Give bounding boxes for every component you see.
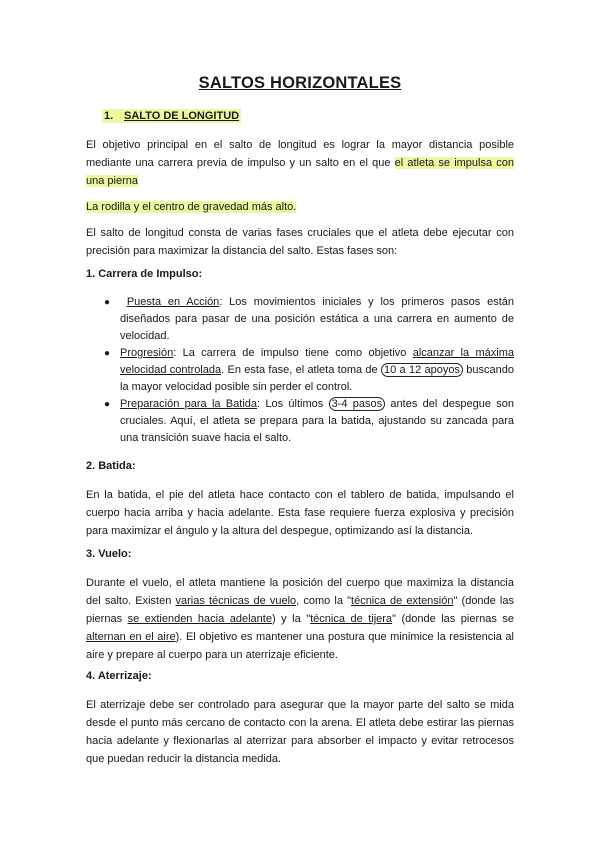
list-item-text: : Los movimientos iniciales y los primeros pasos están diseñados para pasar de una posición estática a una carrera en aumento de velocidad. [120, 296, 514, 342]
section-label: SALTO DE LONGITUD [124, 110, 240, 122]
term-puesta-en-accion: Puesta en Acción [126, 296, 220, 308]
phase4-heading: 4. Aterrizaje: [86, 670, 152, 682]
term-progresion: Progresión [120, 347, 174, 359]
circled-phrase: 3-4 pasos [329, 397, 386, 411]
page-title: SALTOS HORIZONTALES [198, 74, 402, 92]
list-item-text: antes del despegue son cruciales. Aquí, el atleta se prepara para la batida, ajustando su zancada para una transición suave hacia el salto. [120, 398, 514, 444]
intro-paragraph [86, 136, 514, 190]
phase1-heading: 1. Carrera de Impulso: [86, 268, 203, 280]
highlight-note-text: La rodilla y el centro de gravedad más alto. [86, 201, 297, 213]
underlined-phrase: alternan en el aire [86, 631, 176, 643]
list-item: ● Progresión: La carrera de impulso tiene como objetivo alcanzar la máxima velocidad controlada. En esta fase, el atleta toma de 10 a 12 apoyos buscando la mayor velocidad posible sin perder el control. [104, 347, 515, 393]
intro-highlight: el atleta se impulsa con una pierna [86, 157, 515, 187]
section-number: 1. [104, 110, 114, 122]
phases-intro-paragraph: El salto de longitud consta de varias fases cruciales que el atleta debe ejecutar con precisión para maximizar la distancia del salto. Estas fases son: [86, 227, 514, 257]
phase4-paragraph: El aterrizaje debe ser controlado para asegurar que la mayor parte del salto se mida desde el punto más cercano de contacto con la arena. El atleta debe estirar las piernas hacia adelante y flexionarlas al aterrizar para absorber el impacto y evitar retrocesos que puedan reducir la distancia medida. [86, 699, 514, 765]
list-item: ● Preparación para la Batida: Los últimos 3-4 pasos antes del despegue son cruciales. Aquí, el atleta se prepara para la batida, ajustando su zancada para una transición suave hacia el salto. [104, 398, 514, 444]
phase2-heading: 2. Batida: [86, 460, 136, 472]
underlined-phrase: técnica de extensión [351, 595, 454, 607]
underlined-phrase: se extienden hacia adelante [127, 613, 272, 625]
highlight-note [86, 198, 514, 216]
paragraph-text: ). El objetivo es mantener una postura que minimice la resistencia al aire y prepare al cuerpo para un aterrizaje eficiente. [86, 631, 514, 661]
underlined-phrase: alcanzar la máxima velocidad controlada [120, 347, 515, 376]
paragraph-text: ) y la " [271, 613, 311, 625]
phase3-paragraph [86, 574, 514, 664]
list-item-text: : Los últimos [257, 398, 329, 410]
list-item: ● Puesta en Acción: Los movimientos iniciales y los primeros pasos están diseñados para pasar de una posición estática a una carrera en aumento de velocidad. [104, 296, 514, 342]
phase1-list [86, 294, 514, 447]
section-heading-salto-de-longitud [102, 110, 241, 122]
underlined-phrase: técnica de tijera [310, 613, 393, 625]
list-item-text: buscando la mayor velocidad posible sin perder el control. [120, 364, 515, 393]
phase3-heading: 3. Vuelo: [86, 548, 132, 560]
list-item-text: . En esta fase, el atleta toma de [221, 364, 381, 376]
circled-phrase: 10 a 12 apoyos [381, 363, 463, 377]
paragraph-text: " (donde las piernas [86, 595, 514, 625]
underlined-phrase: varias técnicas de vuelo [175, 595, 297, 607]
list-item-text: : La carrera de impulso tiene como objetivo [173, 347, 413, 359]
paragraph-text: Durante el vuelo, el atleta mantiene la posición del cuerpo que maximiza la distancia del salto. Existen [86, 577, 514, 607]
paragraph-text: " (donde las piernas se [392, 613, 515, 625]
intro-text: El objetivo principal en el salto de longitud es lograr la mayor distancia posible mediante una carrera previa de impulso y un salto en el que [86, 139, 514, 169]
term-preparacion-batida: Preparación para la Batida [120, 398, 257, 410]
paragraph-text: , como la " [296, 595, 352, 607]
phase2-paragraph: En la batida, el pie del atleta hace contacto con el tablero de batida, impulsando el cuerpo hacia arriba y hacia adelante. Esta fase requiere fuerza explosiva y precisión para maximizar el ángulo y la altura del despegue, optimizando así la distancia. [86, 489, 514, 537]
